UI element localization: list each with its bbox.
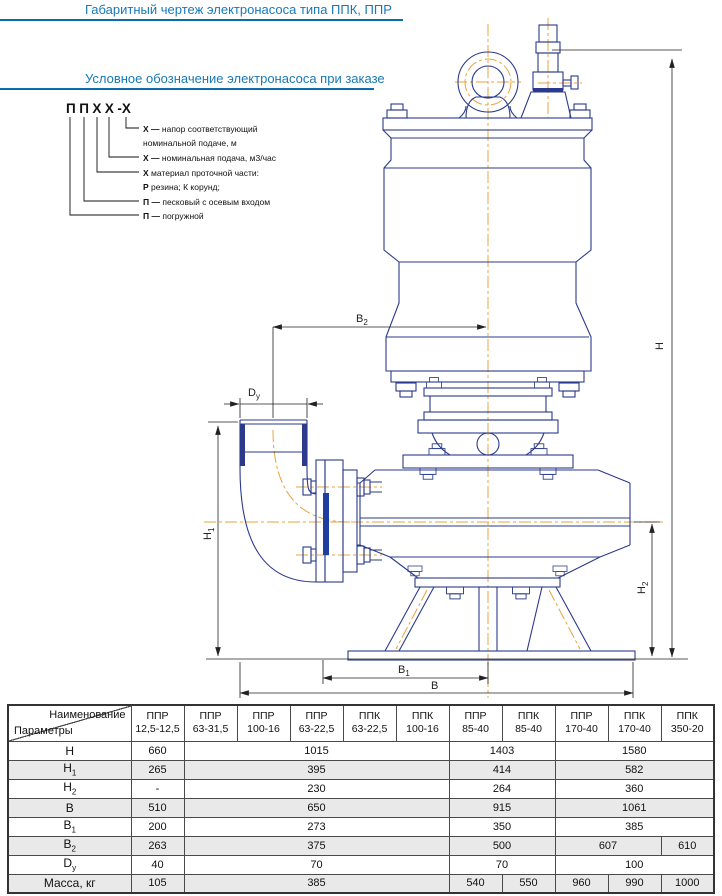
svg-text:B1: $B_1$ — [398, 664, 410, 678]
value-cell: 915 — [449, 798, 555, 817]
legend-line: Х — номинальная подача, м3/час — [143, 153, 276, 163]
table-row — [8, 817, 714, 836]
svg-text:H1: $H_1$ — [202, 527, 216, 540]
value-cell: - — [131, 779, 184, 798]
value-cell: 375 — [184, 836, 449, 855]
column-header: ППК 350-20 — [661, 705, 714, 741]
svg-text:H2: $H_2$ — [636, 581, 650, 594]
legend-bracket — [70, 117, 139, 215]
value-cell: 360 — [555, 779, 714, 798]
value-cell: 960 — [555, 874, 608, 893]
value-cell: 582 — [555, 760, 714, 779]
value-cell: 660 — [131, 741, 184, 760]
value-cell: 1000 — [661, 874, 714, 893]
svg-text:Dy: $D_y$ — [248, 387, 260, 401]
param-label: $H_1$ — [8, 760, 131, 779]
legend-line: номинальной подаче, м — [143, 138, 237, 148]
title-overall-drawing: Габаритный чертеж электронасоса типа ППК, ППР — [85, 2, 392, 17]
legend-line: Х — напор соответствующий — [143, 124, 258, 134]
legend-line: Р резина; К корунд; — [143, 182, 220, 192]
value-cell: 414 — [449, 760, 555, 779]
value-cell: 265 — [131, 760, 184, 779]
column-header: ППК 63-22,5 — [343, 705, 396, 741]
table-row — [8, 779, 714, 798]
svg-text:H: H — [654, 342, 666, 350]
param-label: $B_2$ — [8, 836, 131, 855]
dimension-b2 — [273, 313, 486, 418]
value-cell: 1061 — [555, 798, 714, 817]
value-cell: 1015 — [184, 741, 449, 760]
value-cell: 610 — [661, 836, 714, 855]
param-label: $B_1$ — [8, 817, 131, 836]
support-stand — [348, 578, 635, 660]
value-cell: 385 — [555, 817, 714, 836]
value-cell: 264 — [449, 779, 555, 798]
column-header: ППР 85-40 — [449, 705, 502, 741]
legend-line: П — погружной — [143, 211, 204, 221]
column-header: ППК 100-16 — [396, 705, 449, 741]
corner-label-params: Параметры — [14, 725, 73, 738]
value-cell: 650 — [184, 798, 449, 817]
value-cell: 40 — [131, 855, 184, 874]
dimension-h — [552, 50, 682, 657]
column-header: ППР 100-16 — [237, 705, 290, 741]
legend-line: П — песковый с осевым входом — [143, 197, 271, 207]
value-cell: 105 — [131, 874, 184, 893]
column-header: ППР 170-40 — [555, 705, 608, 741]
param-label: B — [8, 798, 131, 817]
value-cell: 263 — [131, 836, 184, 855]
param-label: $H_2$ — [8, 779, 131, 798]
dimension-h1 — [202, 422, 238, 656]
value-cell: 230 — [184, 779, 449, 798]
value-cell: 510 — [131, 798, 184, 817]
table-row — [8, 855, 714, 874]
table-header-row — [8, 705, 714, 741]
corner-cell — [8, 705, 131, 741]
dimension-dy — [224, 387, 323, 418]
value-cell: 350 — [449, 817, 555, 836]
pump-volute — [360, 470, 630, 578]
table-row — [8, 798, 714, 817]
designation-code: ППХХ-Х — [66, 101, 131, 116]
parameters-table-wrap — [7, 704, 715, 894]
column-header: ППК 170-40 — [608, 705, 661, 741]
svg-text:B2: $B_2$ — [356, 313, 368, 327]
dimension-b1 — [323, 660, 488, 684]
table-row — [8, 760, 714, 779]
dimension-h2 — [634, 522, 660, 656]
designation-legend — [143, 124, 277, 221]
cable-gland — [521, 25, 578, 118]
title-designation: Условное обозначение электронасоса при заказе — [85, 71, 385, 86]
value-cell: 1403 — [449, 741, 555, 760]
value-cell: 500 — [449, 836, 555, 855]
value-cell: 395 — [184, 760, 449, 779]
column-header: ППР 63-22,5 — [290, 705, 343, 741]
value-cell: 70 — [184, 855, 449, 874]
column-header: ППР 12,5-12,5 — [131, 705, 184, 741]
legend-line: Х материал проточной части: — [143, 168, 260, 178]
value-cell: 607 — [555, 836, 661, 855]
value-cell: 70 — [449, 855, 555, 874]
table-row — [8, 836, 714, 855]
table-row — [8, 741, 714, 760]
value-cell: 550 — [502, 874, 555, 893]
value-cell: 200 — [131, 817, 184, 836]
value-cell: 990 — [608, 874, 661, 893]
value-cell: 1580 — [555, 741, 714, 760]
value-cell: 273 — [184, 817, 449, 836]
dimension-b — [240, 662, 633, 698]
param-label: $D_y$ — [8, 855, 131, 874]
value-cell: 385 — [184, 874, 449, 893]
table-row — [8, 874, 714, 893]
svg-text:B: B — [431, 680, 439, 692]
param-label: H — [8, 741, 131, 760]
parameters-table — [7, 704, 715, 894]
value-cell: 540 — [449, 874, 502, 893]
column-header: ППР 63-31,5 — [184, 705, 237, 741]
corner-label-name: Наименование — [49, 709, 126, 721]
column-header: ППК 85-40 — [502, 705, 555, 741]
discharge-elbow — [240, 420, 382, 582]
param-label: Масса, кг — [8, 874, 131, 893]
value-cell: 100 — [555, 855, 714, 874]
